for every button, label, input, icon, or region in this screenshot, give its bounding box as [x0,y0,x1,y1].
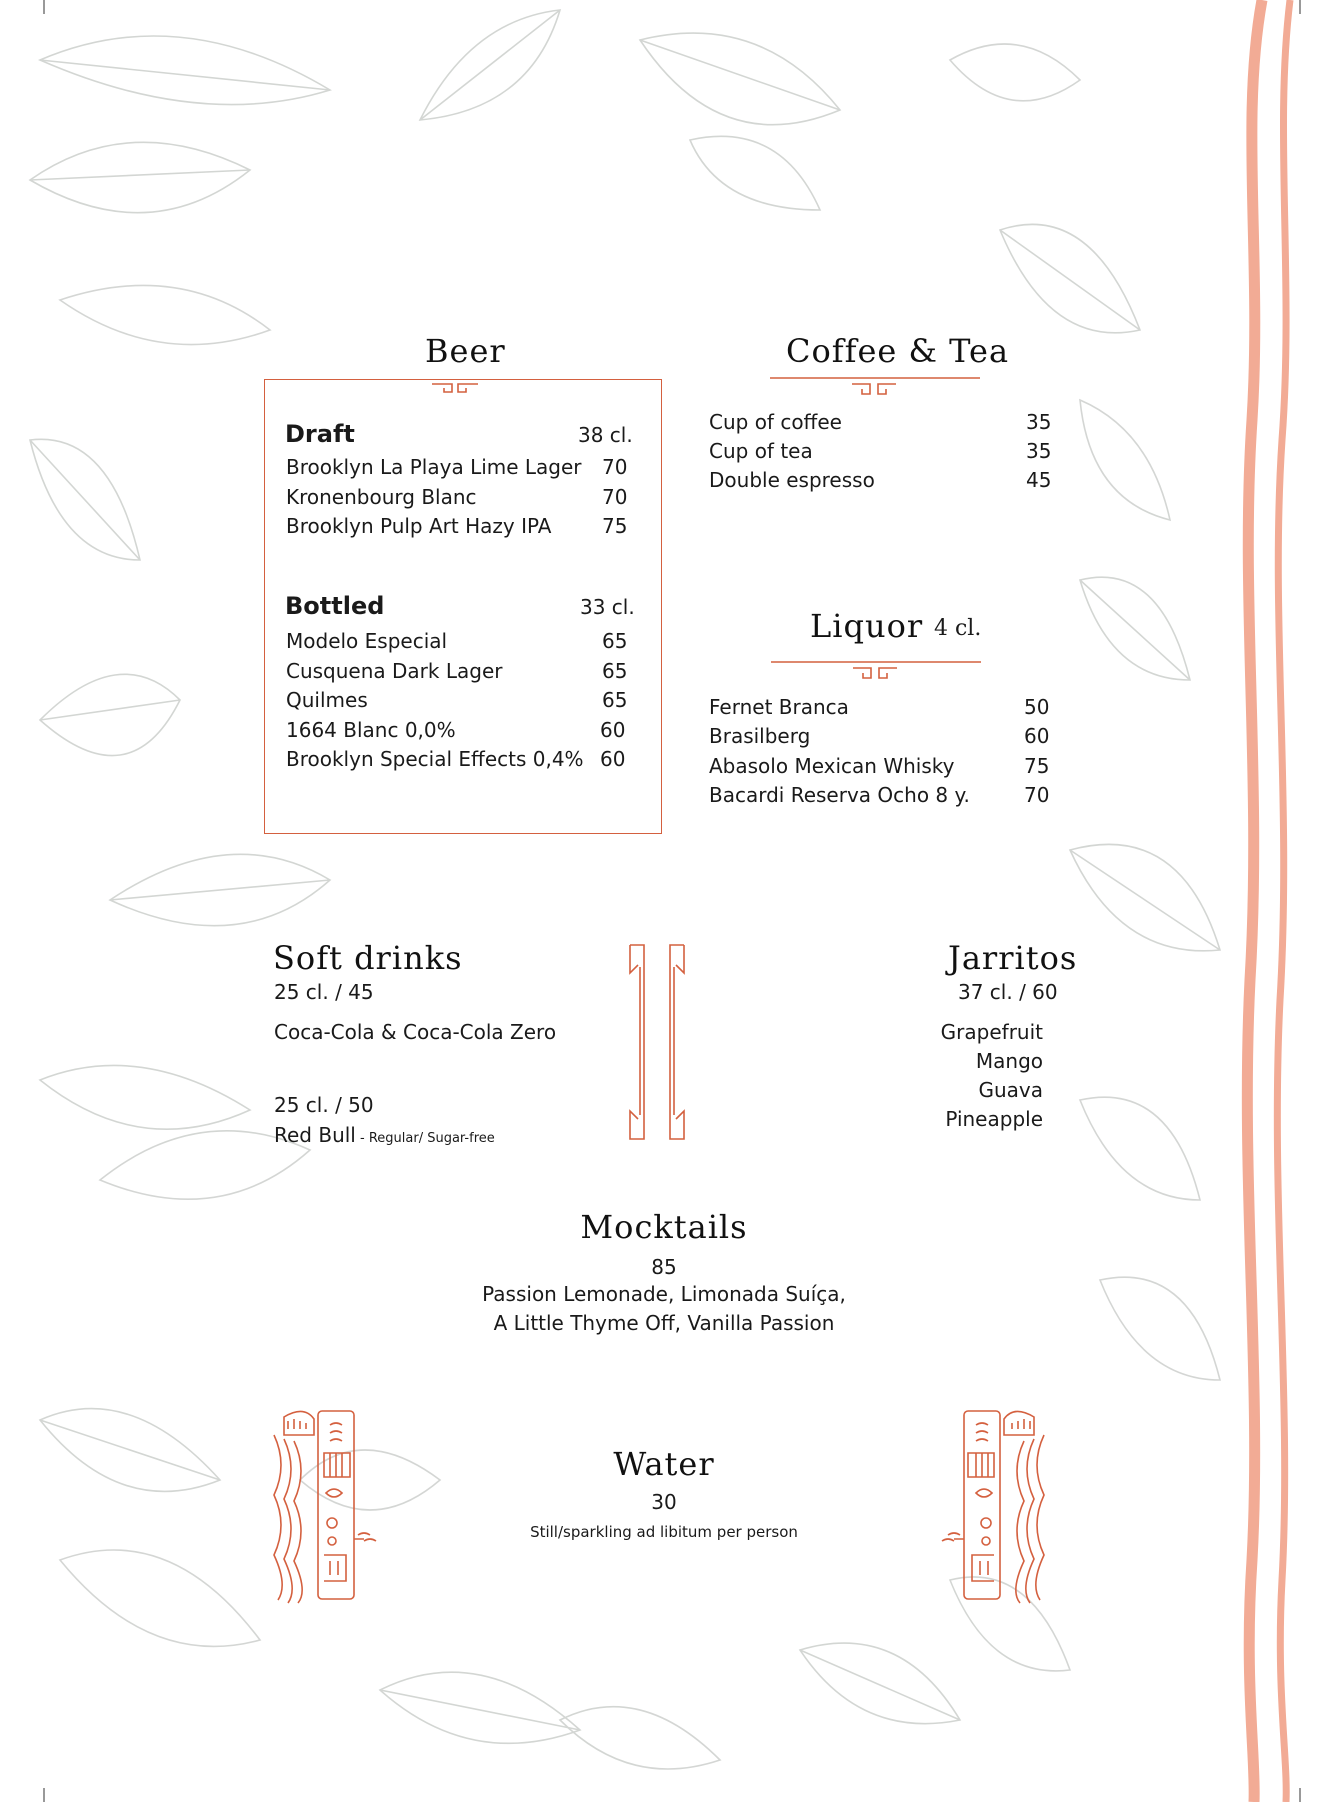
mocktails-line-1: Passion Lemonade, Limonada Suíça, [482,1282,846,1306]
menu-item: Brooklyn Special Effects 0,4% [286,747,584,771]
aztec-totem-icon [268,1405,408,1605]
menu-item: Coca-Cola & Coca-Cola Zero [274,1020,557,1044]
menu-item: Double espresso [709,468,875,492]
soft-drinks-price-2: 25 cl. / 50 [274,1093,374,1117]
divider-ornament-icon [771,658,991,688]
water-title: Water [613,1445,715,1483]
menu-item-price: 70 [602,455,628,479]
menu-item: Abasolo Mexican Whisky [709,754,955,778]
soft-drinks-title: Soft drinks [273,939,463,977]
menu-item: 1664 Blanc 0,0% [286,718,456,742]
bottled-size: 33 cl. [580,595,635,619]
coffee-tea-title: Coffee & Tea [786,332,1010,370]
menu-item-price: 35 [1026,439,1052,463]
red-bull-label: Red Bull [274,1123,356,1147]
menu-item: Bacardi Reserva Ocho 8 y. [709,783,970,807]
jarritos-price: 37 cl. / 60 [958,980,1058,1004]
menu-item: Brasilberg [709,724,811,748]
menu-item-price: 60 [600,718,626,742]
pillar-ornament-icon [628,943,708,1143]
menu-item: Brooklyn Pulp Art Hazy IPA [286,514,552,538]
menu-item: Modelo Especial [286,629,448,653]
soft-drinks-price-1: 25 cl. / 45 [274,980,374,1004]
list-item: Grapefruit [940,1020,1043,1044]
menu-item: Cusquena Dark Lager [286,659,503,683]
mocktails-price: 85 [651,1255,677,1279]
menu-item-price: 70 [602,485,628,509]
liquor-size: 4 cl. [934,616,982,641]
mocktails-line-2: A Little Thyme Off, Vanilla Passion [493,1311,835,1335]
menu-item-price: 75 [602,514,628,538]
menu-item [274,1121,495,1153]
jarritos-title: Jarritos [948,939,1078,977]
list-item: Guava [978,1078,1043,1102]
water-price: 30 [651,1490,677,1514]
menu-item-price: 50 [1024,695,1050,719]
divider-ornament-icon [770,374,990,404]
bottled-label: Bottled [285,592,385,620]
menu-item: Quilmes [286,688,368,712]
menu-item: Cup of tea [709,439,813,463]
menu-item-price: 45 [1026,468,1052,492]
list-item: Mango [975,1049,1043,1073]
red-bull-note: - Regular/ Sugar-free [355,1131,495,1146]
aztec-totem-icon [910,1405,1050,1605]
menu-item-price: 75 [1024,754,1050,778]
menu-item: Cup of coffee [709,410,842,434]
menu-item-price: 65 [602,659,628,683]
mocktails-title: Mocktails [580,1208,748,1246]
menu-item-price: 35 [1026,410,1052,434]
draft-label: Draft [285,420,355,448]
menu-item-price: 60 [1024,724,1050,748]
draft-size: 38 cl. [578,423,633,447]
menu-item: Kronenbourg Blanc [286,485,477,509]
menu-item: Fernet Branca [709,695,849,719]
menu-item-price: 60 [600,747,626,771]
menu-item-price: 65 [602,629,628,653]
list-item: Pineapple [945,1107,1043,1131]
beer-title: Beer [425,332,506,370]
menu-item-price: 70 [1024,783,1050,807]
menu-item: Brooklyn La Playa Lime Lager [286,455,582,479]
liquor-title: Liquor [810,607,924,645]
water-note: Still/sparkling ad libitum per person [530,1523,798,1541]
menu-item-price: 65 [602,688,628,712]
